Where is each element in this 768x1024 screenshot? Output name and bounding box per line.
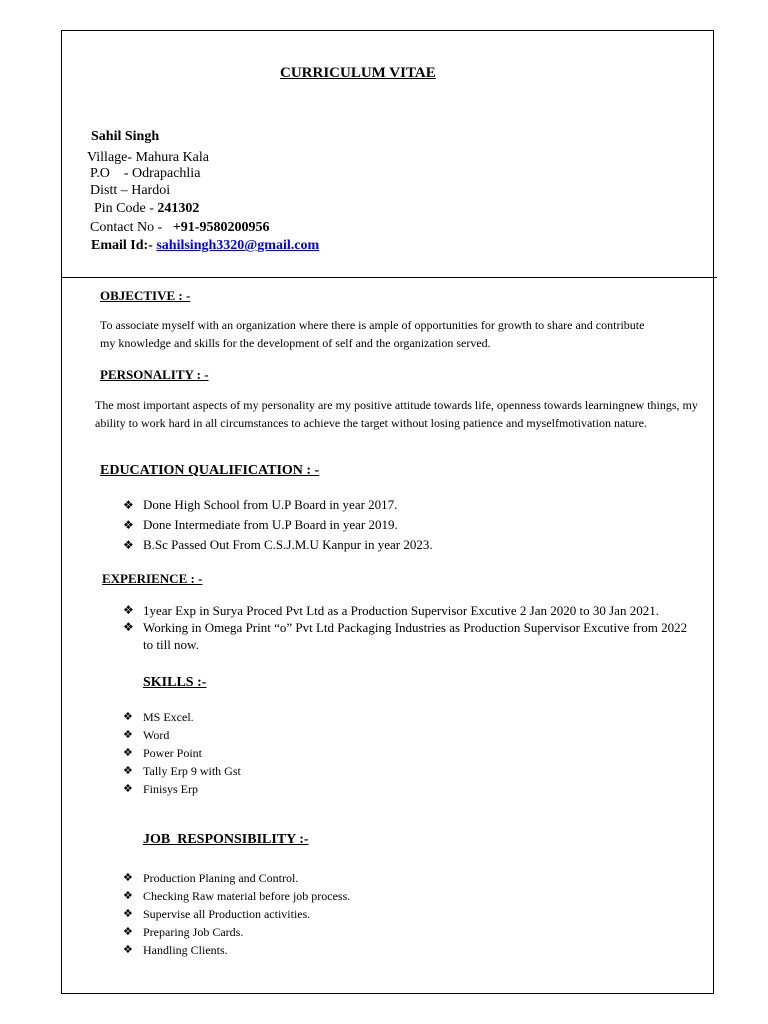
personality-heading: PERSONALITY : - <box>100 367 209 382</box>
job-responsibility-list <box>123 869 523 959</box>
email-line <box>91 238 319 254</box>
education-heading: EDUCATION QUALIFICATION : - <box>100 463 320 478</box>
diamond-bullet-icon: ❖ <box>123 782 133 795</box>
list-item: ❖ Working in Omega Print “o” Pvt Ltd Packaging Industries as Production Supervisor Excutive from 2022 to till now. <box>123 620 688 652</box>
experience-list <box>123 602 693 653</box>
pincode-value: 241302 <box>157 201 200 216</box>
candidate-name: Sahil Singh <box>91 129 160 144</box>
diamond-bullet-icon: ❖ <box>123 603 134 617</box>
pincode-label: Pin Code - <box>94 201 158 216</box>
diamond-bullet-icon: ❖ <box>123 764 133 777</box>
contact-value: +91-9580200956 <box>172 220 270 235</box>
address-po: P.O - Odrapachlia <box>90 166 201 181</box>
list-item: ❖ Done High School from U.P Board in year 2017. <box>123 495 683 515</box>
diamond-bullet-icon: ❖ <box>123 538 134 552</box>
skills-list <box>123 708 523 798</box>
list-item: ❖ Done Intermediate from U.P Board in year 2019. <box>123 515 683 535</box>
education-list <box>123 495 683 555</box>
list-item: ❖ Power Point <box>123 746 203 760</box>
diamond-bullet-icon: ❖ <box>123 907 133 920</box>
list-item: ❖ B.Sc Passed Out From C.S.J.M.U Kanpur in year 2023. <box>123 535 683 555</box>
email-label: Email Id:- <box>91 238 157 253</box>
list-item: ❖ Checking Raw material before job process. <box>123 889 351 903</box>
job-responsibility-heading: JOB RESPONSIBILITY :- <box>143 832 309 847</box>
diamond-bullet-icon: ❖ <box>123 925 133 938</box>
list-item: ❖ Supervise all Production activities. <box>123 907 311 921</box>
address-pincode <box>94 201 199 217</box>
diamond-bullet-icon: ❖ <box>123 728 133 741</box>
experience-heading: EXPERIENCE : - <box>102 571 203 586</box>
list-item: ❖ 1year Exp in Surya Proced Pvt Ltd as a Production Supervisor Excutive 2 Jan 2020 to 30 Jan 2021. <box>123 603 659 618</box>
diamond-bullet-icon: ❖ <box>123 871 133 884</box>
diamond-bullet-icon: ❖ <box>123 620 134 634</box>
skills-heading: SKILLS :- <box>143 675 207 690</box>
list-item: ❖ MS Excel. <box>123 710 194 724</box>
personality-text: The most important aspects of my personality are my positive attitude towards life, openness towards learningnew things, my ability to work hard in all circumstances to achieve the target without losing patience and myselfmotivation nature. <box>95 398 698 430</box>
address-village: Village- Mahura Kala <box>87 150 209 165</box>
contact-label: Contact No - <box>90 220 173 235</box>
document-title: CURRICULUM VITAE <box>280 65 436 81</box>
diamond-bullet-icon: ❖ <box>123 943 133 956</box>
diamond-bullet-icon: ❖ <box>123 746 133 759</box>
objective-text: To associate myself with an organization where there is ample of opportunities for growth to share and contribute my knowledge and skills for the development of self and the organization served. <box>100 318 645 350</box>
divider-line <box>61 277 717 278</box>
list-item: ❖ Finisys Erp <box>123 782 199 796</box>
diamond-bullet-icon: ❖ <box>123 498 134 512</box>
list-item: ❖ Handling Clients. <box>123 943 228 957</box>
objective-heading: OBJECTIVE : - <box>100 288 191 303</box>
address-distt: Distt – Hardoi <box>90 183 171 198</box>
list-item: ❖ Tally Erp 9 with Gst <box>123 764 241 778</box>
contact-number <box>90 220 269 236</box>
diamond-bullet-icon: ❖ <box>123 710 133 723</box>
diamond-bullet-icon: ❖ <box>123 518 134 532</box>
diamond-bullet-icon: ❖ <box>123 889 133 902</box>
list-item: ❖ Word <box>123 728 170 742</box>
list-item: ❖ Production Planing and Control. <box>123 871 299 885</box>
list-item: ❖ Preparing Job Cards. <box>123 925 244 939</box>
email-link[interactable]: sahilsingh3320@gmail.com <box>156 238 320 253</box>
